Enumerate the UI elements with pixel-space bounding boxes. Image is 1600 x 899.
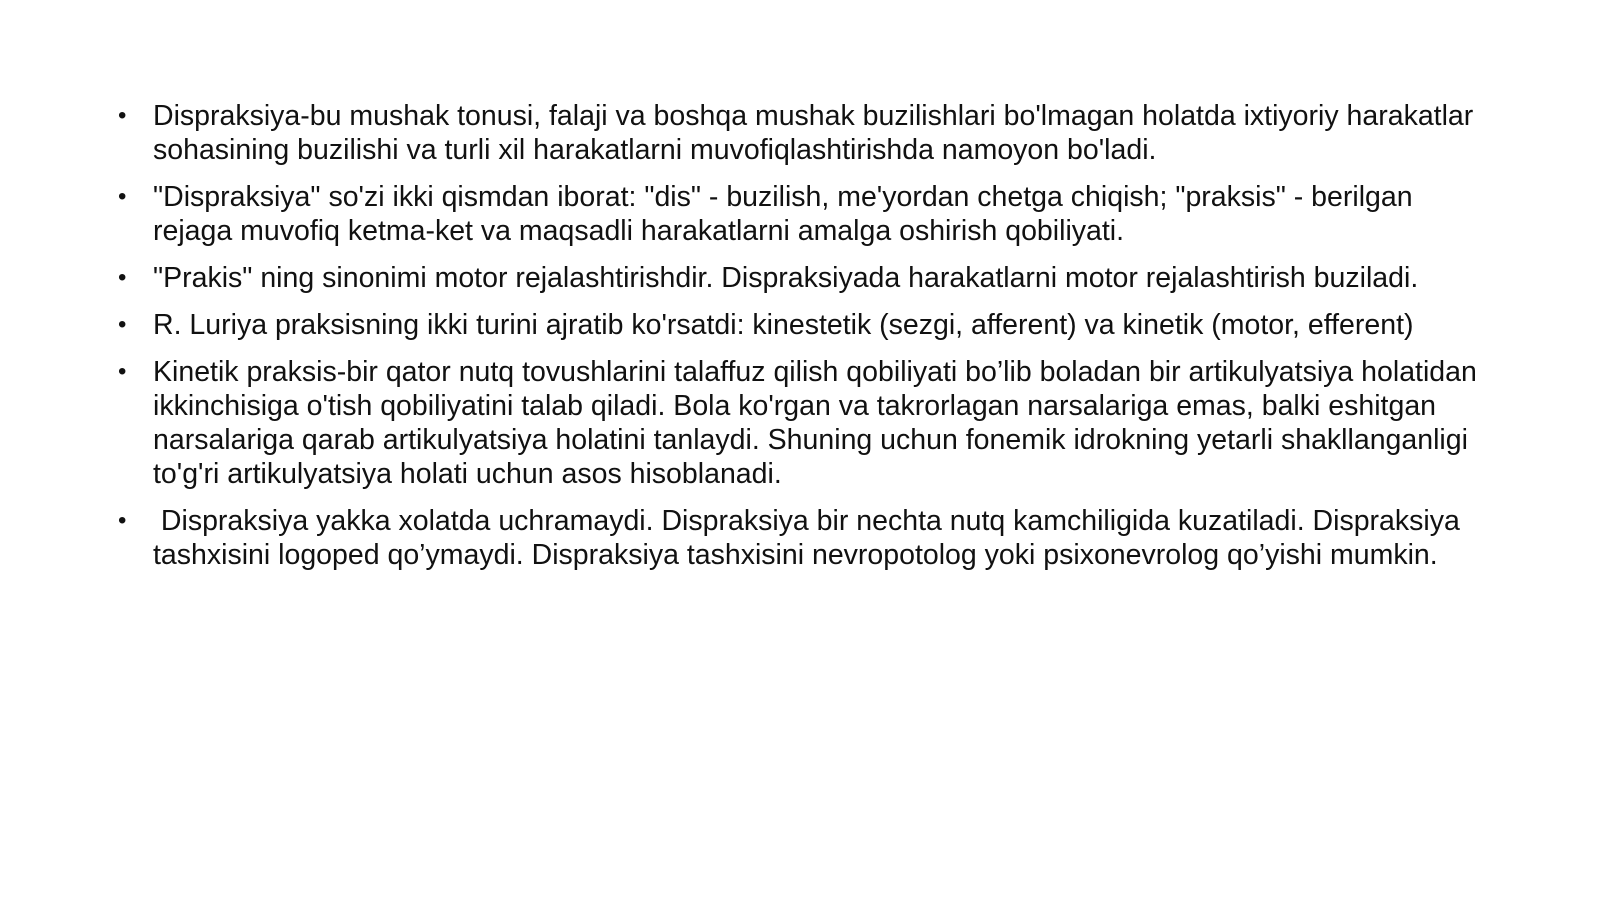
bullet-text: Dispraksiya yakka xolatda uchramaydi. Dispraksiya bir nechta nutq kamchiligida kuzatiladi. Dispraksiya tashxisini logoped qo’ymaydi. Dispraksiya tashxisini nevropotolog yoki psixonevrolog qo’yishi mumkin. <box>153 505 1468 571</box>
bullet-text: "Prakis" ning sinonimi motor rejalashtirishdir. Dispraksiyada harakatlarni motor rejalashtirish buziladi. <box>153 262 1419 294</box>
bullet-marker: • <box>118 102 127 129</box>
bullet-text: Dispraksiya-bu mushak tonusi, falaji va boshqa mushak buzilishlari bo'lmagan holatda ixtiyoriy harakatlar sohasining buzilishi va turli xil harakatlarni muvofiqlashtirishda namoyon bo'ladi. <box>153 100 1482 166</box>
bullet-list <box>118 99 1493 585</box>
bullet-marker: • <box>118 358 127 385</box>
bullet-item-3 <box>118 261 1493 295</box>
bullet-marker: • <box>118 507 127 534</box>
bullet-item-6 <box>118 504 1493 572</box>
bullet-marker: • <box>118 264 127 291</box>
bullet-text: "Dispraksiya" so'zi ikki qismdan iborat: "dis" - buzilish, me'yordan chetga chiqish; "praksis" - berilgan rejaga muvofiq ketma-ket va maqsadli harakatlarni amalga oshirish qobiliyati. <box>153 181 1421 247</box>
bullet-item-1 <box>118 99 1493 167</box>
bullet-item-2 <box>118 180 1493 248</box>
bullet-item-5 <box>118 355 1493 491</box>
bullet-text: R. Luriya praksisning ikki turini ajratib ko'rsatdi: kinestetik (sezgi, afferent) va kinetik (motor, efferent) <box>153 309 1414 341</box>
bullet-text: Kinetik praksis-bir qator nutq tovushlarini talaffuz qilish qobiliyati bo’lib boladan bir artikulyatsiya holatidan ikkinchisiga o'tish qobiliyatini talab qiladi. Bola ko'rgan va takrorlagan narsalariga emas, balki eshitgan narsalariga qarab artikulyatsiya holatini tanlaydi. Shuning uchun fonemik idrokning yetarli shakllanganligi to'g'ri artikulyatsiya holati uchun asos hisoblanadi. <box>153 356 1485 490</box>
bullet-item-4 <box>118 308 1493 342</box>
bullet-marker: • <box>118 311 127 338</box>
bullet-marker: • <box>118 183 127 210</box>
